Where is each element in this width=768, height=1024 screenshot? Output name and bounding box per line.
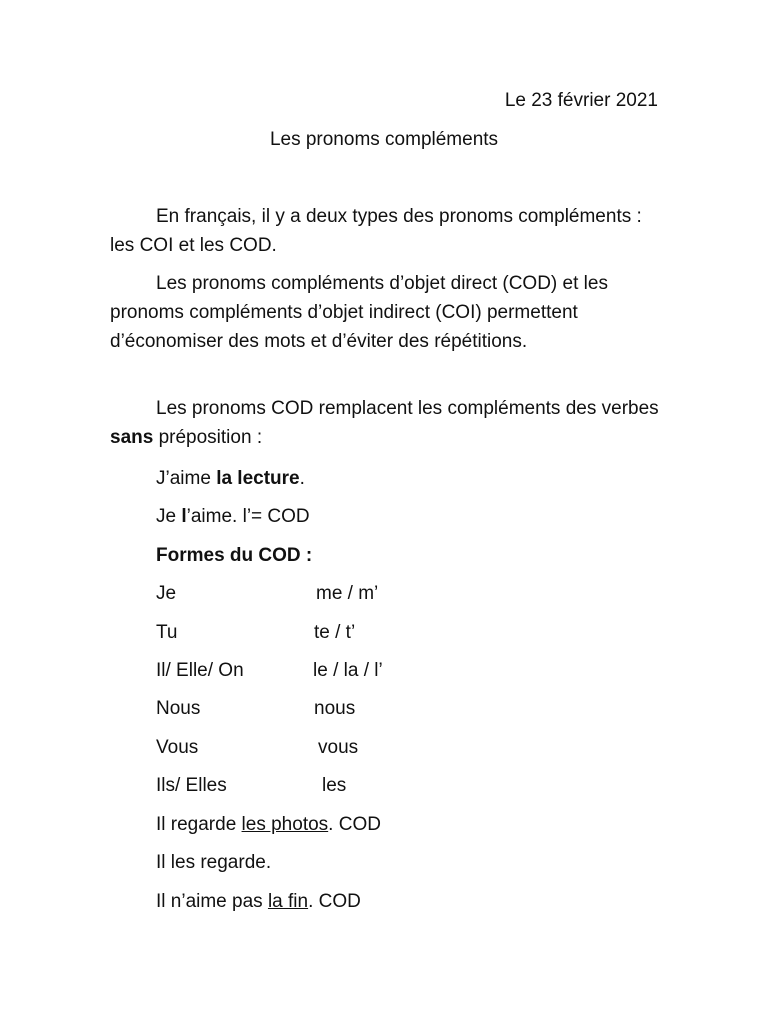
forms-subject: Je — [156, 583, 177, 604]
example-5-underlined: la fin — [267, 891, 309, 912]
document-title: Les pronoms compléments — [269, 129, 499, 150]
example-3-underlined: les photos — [241, 814, 329, 835]
forms-subject: Ils/ Elles — [156, 775, 227, 796]
example-1-bold: la lecture — [216, 468, 300, 489]
example-sentence-1 — [156, 464, 305, 493]
example-1-end: . — [299, 468, 305, 489]
forms-pronoun: le / la / l’ — [313, 660, 383, 681]
example-3-end: . COD — [328, 814, 381, 835]
forms-subject: Il/ Elle/ On — [156, 660, 244, 681]
paragraph-cod-rule-bold: sans — [110, 427, 154, 448]
example-5-end: . COD — [308, 891, 361, 912]
forms-pronoun: nous — [314, 698, 356, 719]
forms-pronoun: te / t’ — [314, 622, 356, 643]
example-2-end: ’aime. l’= COD — [186, 506, 310, 527]
paragraph-cod-coi: Les pronoms compléments d’objet direct (COD) et les pronoms compléments d’objet indirect (COI) permettent d’économiser des mots et d’éviter des répétitions. — [110, 273, 608, 352]
example-sentence-5 — [156, 887, 361, 916]
forms-heading-text: Formes du COD : — [156, 545, 313, 566]
forms-pronoun: vous — [318, 737, 359, 758]
paragraph-intro: En français, il y a deux types des pronoms compléments : les COI et les COD. — [110, 206, 642, 256]
forms-subject: Nous — [156, 698, 201, 719]
document-date: Le 23 février 2021 — [504, 90, 658, 111]
example-2-text: Je — [156, 506, 182, 527]
example-sentence-4: Il les regarde. — [156, 852, 272, 873]
forms-pronoun: me / m’ — [316, 583, 379, 604]
example-1-text: J’aime — [156, 468, 217, 489]
example-sentence-3 — [156, 810, 381, 839]
forms-subject: Vous — [156, 737, 199, 758]
forms-pronoun: les — [322, 775, 347, 796]
forms-heading — [156, 541, 312, 570]
example-sentence-2 — [156, 502, 310, 531]
example-2-bold: l — [181, 506, 187, 527]
forms-subject: Tu — [156, 622, 178, 643]
paragraph-cod-rule-end: préposition : — [153, 427, 263, 448]
paragraph-cod-rule-start: Les pronoms COD remplacent les compléments des verbes — [156, 398, 659, 419]
example-5-text: Il n’aime pas — [156, 891, 268, 912]
example-3-text: Il regarde — [156, 814, 242, 835]
paragraph-cod-rule — [110, 394, 670, 452]
